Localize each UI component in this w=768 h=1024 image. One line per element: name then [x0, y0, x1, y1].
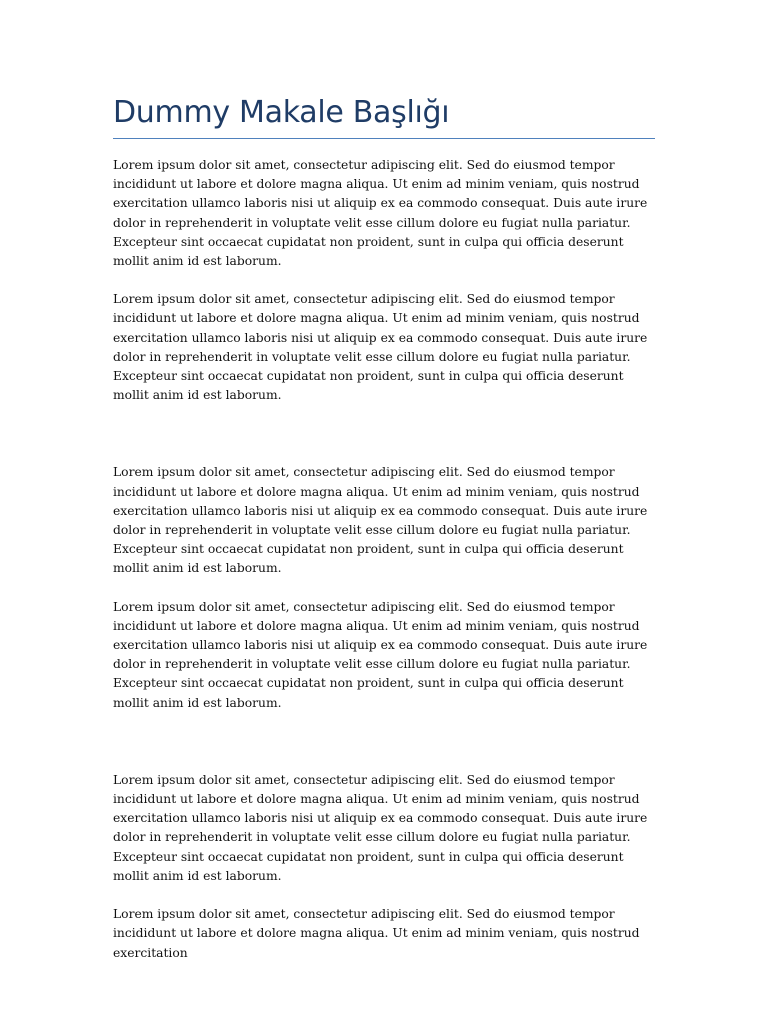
paragraph: Lorem ipsum dolor sit amet, consectetur adipiscing elit. Sed do eiusmod tempor incididunt ut labore et dolore magna aliqua. Ut enim ad minim veniam, quis nostrud exercitation ullamco laboris nisi ut aliquip ex ea commodo consequat. Duis aute irure dolor in reprehenderit in voluptate velit esse cillum dolore eu fugiat nulla pariatur. Excepteur sint occaecat cupidatat non proident, sunt in culpa qui officia deserunt mollit anim id est laborum. [113, 599, 648, 710]
paragraph: Lorem ipsum dolor sit amet, consectetur adipiscing elit. Sed do eiusmod tempor incididunt ut labore et dolore magna aliqua. Ut enim ad minim veniam, quis nostrud exercitation [113, 907, 640, 960]
paragraph: Lorem ipsum dolor sit amet, consectetur adipiscing elit. Sed do eiusmod tempor incididunt ut labore et dolore magna aliqua. Ut enim ad minim veniam, quis nostrud exercitation ullamco laboris nisi ut aliquip ex ea commodo consequat. Duis aute irure dolor in reprehenderit in voluptate velit esse cillum dolore eu fugiat nulla pariatur. Excepteur sint occaecat cupidatat non proident, sunt in culpa qui officia deserunt mollit anim id est laborum. [113, 292, 648, 403]
text-section-3 [113, 771, 655, 963]
text-section-1 [113, 156, 655, 405]
paragraph: Lorem ipsum dolor sit amet, consectetur adipiscing elit. Sed do eiusmod tempor incididunt ut labore et dolore magna aliqua. Ut enim ad minim veniam, quis nostrud exercitation ullamco laboris nisi ut aliquip ex ea commodo consequat. Duis aute irure dolor in reprehenderit in voluptate velit esse cillum dolore eu fugiat nulla pariatur. Excepteur sint occaecat cupidatat non proident, sunt in culpa qui officia deserunt mollit anim id est laborum. [113, 772, 648, 883]
paragraph: Lorem ipsum dolor sit amet, consectetur adipiscing elit. Sed do eiusmod tempor incididunt ut labore et dolore magna aliqua. Ut enim ad minim veniam, quis nostrud exercitation ullamco laboris nisi ut aliquip ex ea commodo consequat. Duis aute irure dolor in reprehenderit in voluptate velit esse cillum dolore eu fugiat nulla pariatur. Excepteur sint occaecat cupidatat non proident, sunt in culpa qui officia deserunt mollit anim id est laborum. [113, 465, 648, 576]
text-section-2 [113, 463, 655, 712]
page-title: Dummy Makale Başlığı [113, 94, 655, 139]
document-body [113, 94, 655, 982]
paragraph: Lorem ipsum dolor sit amet, consectetur adipiscing elit. Sed do eiusmod tempor incididunt ut labore et dolore magna aliqua. Ut enim ad minim veniam, quis nostrud exercitation ullamco laboris nisi ut aliquip ex ea commodo consequat. Duis aute irure dolor in reprehenderit in voluptate velit esse cillum dolore eu fugiat nulla pariatur. Excepteur sint occaecat cupidatat non proident, sunt in culpa qui officia deserunt mollit anim id est laborum. [113, 158, 648, 269]
